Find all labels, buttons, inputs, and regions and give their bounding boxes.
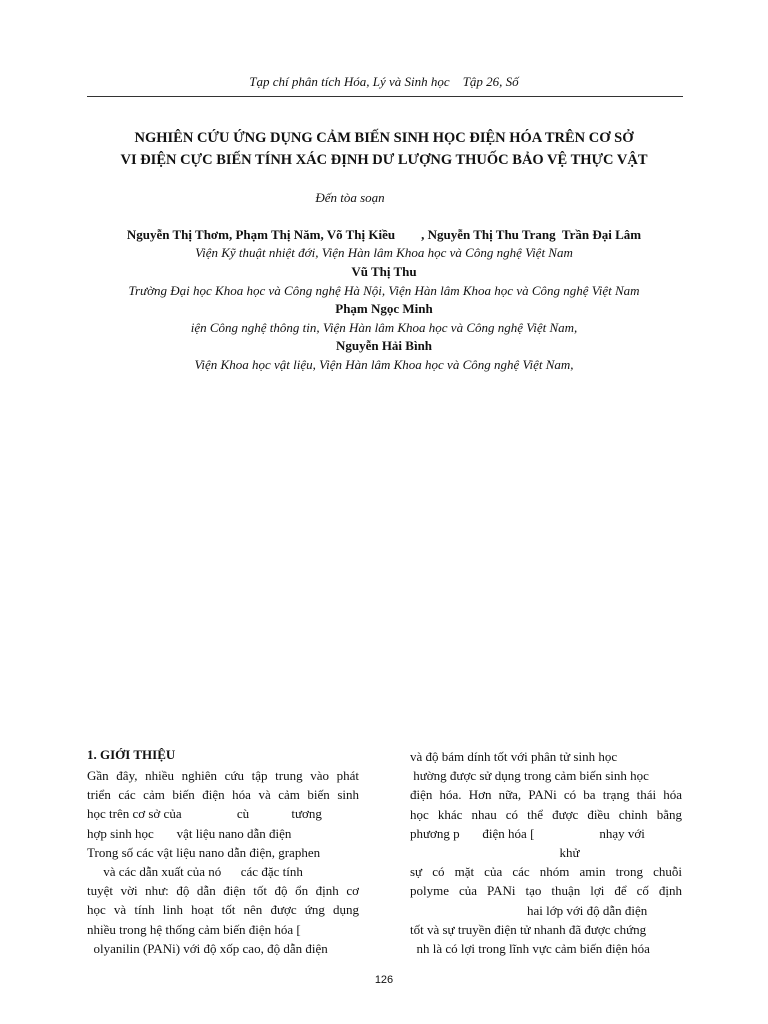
author-line-1: Nguyễn Thị Thơm, Phạm Thị Năm, Võ Thị Kiều , Nguyễn Thị Thu Trang Trần Đại Lâm (126, 227, 642, 242)
affiliation-4: Viện Khoa học vật liệu, Viện Hàn lâm Khoa học và Công nghệ Việt Nam, (194, 357, 574, 372)
body-line: Gần đây, nhiều nghiên cứu tập trung vào phát (87, 768, 359, 783)
body-line: học khác nhau có thể được điều chỉnh bằng (410, 806, 682, 822)
affiliation-1: Viện Kỹ thuật nhiệt đới, Viện Hàn lâm Khoa học và Công nghệ Việt Nam (195, 245, 573, 260)
journal-header: Tạp chí phân tích Hóa, Lý và Sinh học Tập 26, Số (249, 74, 519, 89)
body-line: và các dẫn xuất của nó các đặc tính (87, 863, 303, 879)
section-heading: 1. GIỚI THIỆU (87, 747, 176, 762)
body-line: nh là có lợi trong lĩnh vực cảm biến điện hóa (410, 940, 650, 956)
author-line-3: Phạm Ngọc Minh (335, 301, 433, 316)
body-line: Trong số các vật liệu nano dẫn điện, graphen (87, 844, 321, 860)
header-rule (87, 96, 683, 97)
right-column (410, 747, 682, 958)
body-line: khử (410, 844, 580, 860)
body-line: điện hóa. Hơn nữa, PANi có ba trạng thái hóa (410, 787, 682, 803)
left-column (87, 766, 359, 958)
body-line: tuyệt vời như: độ dẫn điện tốt độ ổn định cơ (87, 883, 359, 899)
body-line: hợp sinh học vật liệu nano dẫn điện (87, 825, 292, 841)
body-line: tốt và sự truyền điện tử nhanh đã được chứng (410, 921, 647, 937)
body-line: olyanilin (PANi) với độ xốp cao, độ dẫn điện (87, 940, 328, 956)
affiliation-3: iện Công nghệ thông tin, Viện Hàn lâm Khoa học và Công nghệ Việt Nam, (190, 320, 578, 335)
received-note: Đến tòa soạn (315, 190, 385, 205)
body-line: triển các cảm biến điện hóa và cảm biến sinh (87, 787, 359, 803)
affiliation-2: Trường Đại học Khoa học và Công nghệ Hà Nội, Viện Hàn lâm Khoa học và Công nghệ Việt Nam (128, 283, 640, 298)
body-line: hai lớp với độ dẫn điện (410, 902, 648, 918)
paper-title-line-2: VI ĐIỆN CỰC BIẾN TÍNH XÁC ĐỊNH DƯ LƯỢNG THUỐC BẢO VỆ THỰC VẬT (120, 152, 648, 168)
body-line: polyme của PANi tạo thuận lợi để cố định (410, 883, 682, 899)
body-line: phương p điện hóa [ nhạy với (410, 825, 645, 841)
page-number: 126 (374, 974, 394, 986)
body-line: học trên cơ sở của cù tương (87, 806, 322, 822)
author-line-4: Nguyễn Hải Bình (335, 338, 433, 353)
author-line-2: Vũ Thị Thu (351, 264, 417, 279)
body-line: sự có mặt của các nhóm amin trong chuỗi (410, 864, 682, 880)
paper-title-line-1: NGHIÊN CỨU ỨNG DỤNG CẢM BIẾN SINH HỌC ĐIỆN HÓA TRÊN CƠ SỞ (134, 130, 634, 146)
body-line: và độ bám dính tốt với phân tử sinh học (410, 749, 618, 764)
body-line: nhiều trong hệ thống cảm biến điện hóa [ (87, 921, 301, 937)
body-line: hường được sử dụng trong cảm biến sinh học (410, 768, 649, 784)
body-line: học và tính linh hoạt tốt nên được ứng dụng (87, 902, 359, 918)
